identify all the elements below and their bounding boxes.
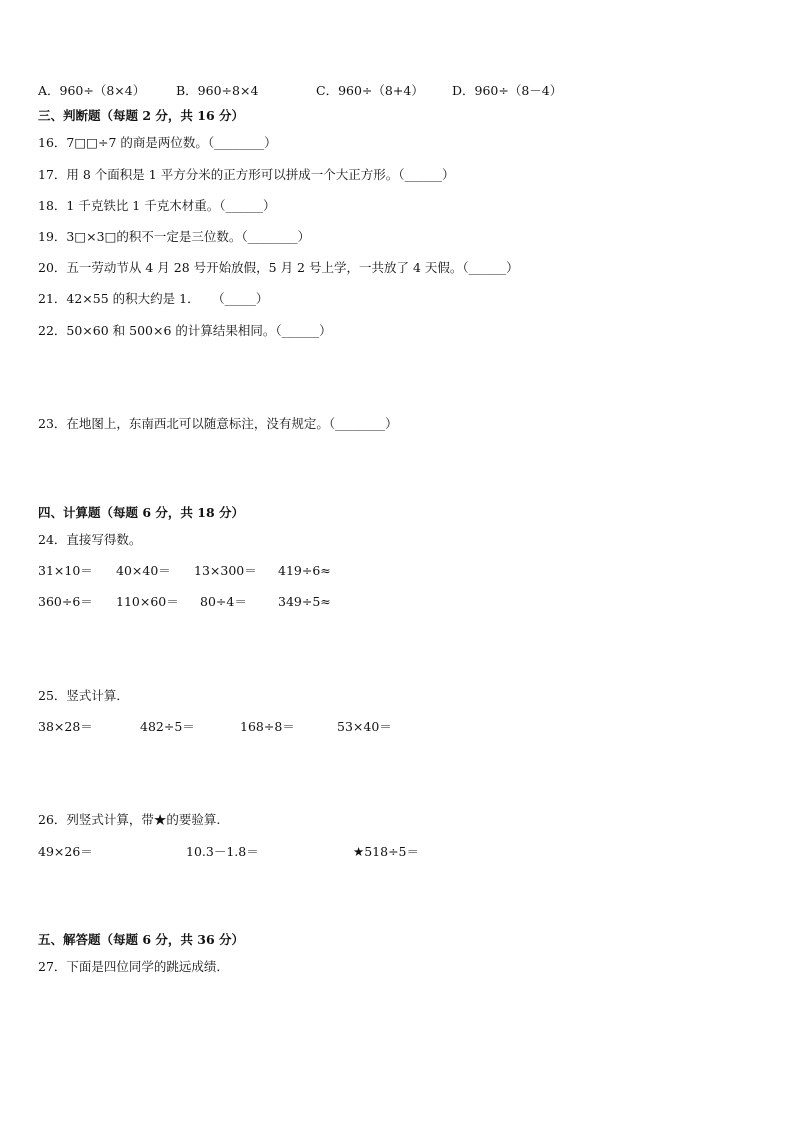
option-c: C．960÷（8+4） — [316, 83, 424, 98]
section-4-heading: 四、计算题（每题 6 分，共 18 分） — [38, 505, 245, 520]
expression: 80÷4＝ — [200, 594, 247, 609]
question-24-title: 24．直接写得数。 — [38, 532, 142, 547]
expression: 49×26＝ — [38, 844, 93, 859]
expression: 40×40＝ — [116, 563, 171, 578]
expression: 31×10＝ — [38, 563, 93, 578]
expression: 13×300＝ — [194, 563, 257, 578]
expression: 10.3－1.8＝ — [186, 844, 259, 859]
option-a: A．960÷（8×4） — [38, 83, 146, 98]
option-d: D．960÷（8－4） — [452, 83, 563, 98]
option-b: B．960÷8×4 — [176, 83, 259, 98]
question-19: 19．3□×3□的积不一定是三位数。（________） — [38, 229, 311, 244]
expression: 110×60＝ — [116, 594, 179, 609]
expression: ★518÷5＝ — [353, 844, 419, 859]
question-21: 21．42×55 的积大约是 1． （_____） — [38, 291, 269, 306]
question-18: 18．1 千克铁比 1 千克木材重。（______） — [38, 198, 276, 213]
question-27: 27．下面是四位同学的跳远成绩． — [38, 959, 229, 974]
expression: 53×40＝ — [337, 719, 392, 734]
question-20: 20．五一劳动节从 4 月 28 号开始放假，5 月 2 号上学，一共放了 4 天假。（______） — [38, 260, 519, 275]
section-5-heading: 五、解答题（每题 6 分，共 36 分） — [38, 932, 245, 947]
question-22: 22．50×60 和 500×6 的计算结果相同。（______） — [38, 323, 332, 338]
question-25-title: 25．竖式计算． — [38, 688, 129, 703]
expression: 349÷5≈ — [278, 594, 331, 609]
question-16: 16．7□□÷7 的商是两位数。（________） — [38, 135, 277, 150]
question-23: 23．在地图上，东南西北可以随意标注，没有规定。（________） — [38, 416, 398, 431]
question-26-title: 26．列竖式计算，带★的要验算. — [38, 812, 221, 827]
expression: 419÷6≈ — [278, 563, 331, 578]
expression: 360÷6＝ — [38, 594, 93, 609]
question-17: 17．用 8 个面积是 1 平方分米的正方形可以拼成一个大正方形。（______） — [38, 167, 455, 182]
expression: 168÷8＝ — [240, 719, 295, 734]
section-3-heading: 三、判断题（每题 2 分，共 16 分） — [38, 108, 245, 123]
expression: 482÷5＝ — [140, 719, 195, 734]
expression: 38×28＝ — [38, 719, 93, 734]
